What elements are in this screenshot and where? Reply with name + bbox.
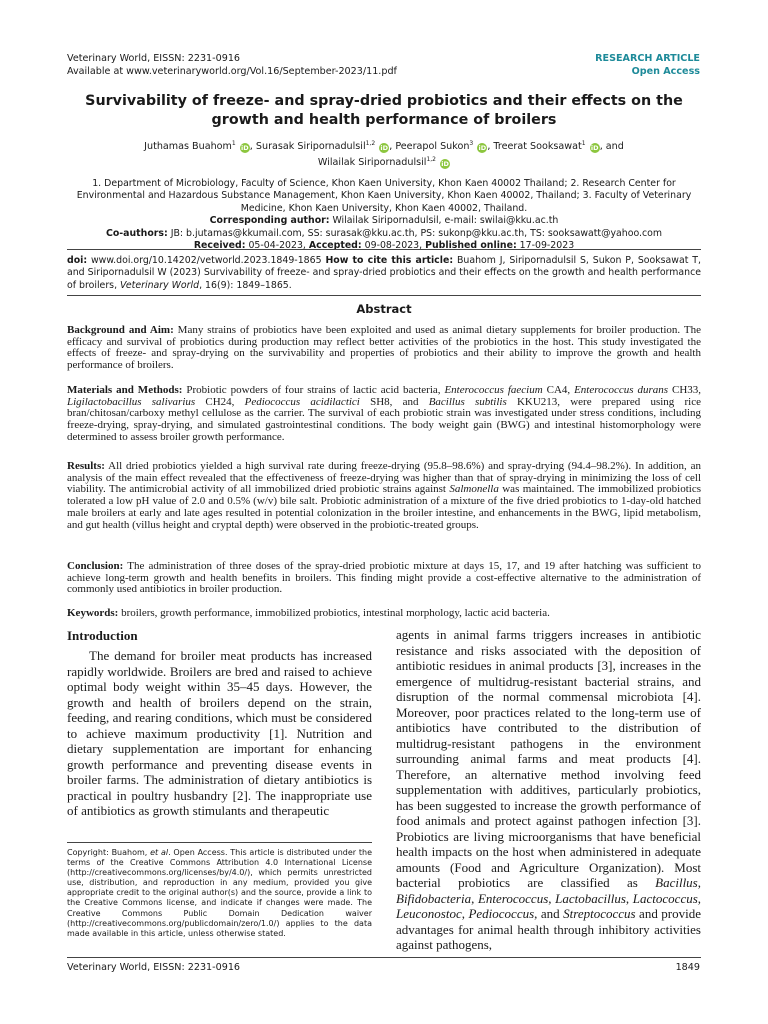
article-type-header	[595, 52, 700, 78]
orcid-icon[interactable]: iD	[590, 144, 599, 152]
affiliations-block	[67, 178, 701, 252]
journal-line: Veterinary World, EISSN: 2231-0916	[67, 53, 241, 64]
corresponding-author: Corresponding author: Wilailak Siripornadulsil, e-mail: swilai@kku.ac.th	[209, 215, 559, 227]
divider	[67, 249, 701, 250]
orcid-icon[interactable]: iD	[240, 144, 249, 152]
keywords: Keywords: broilers, growth performance, immobilized probiotics, intestinal morphology, lactic acid bacteria.	[67, 607, 550, 619]
orcid-icon[interactable]: iD	[441, 160, 449, 168]
co-authors: Co-authors: JB: b.jutamas@kkumail.com, SS: surasak@kku.ac.th, PS: sukonp@kku.ac.th, TS: sooksawatt@yahoo.com	[105, 227, 663, 239]
author-separator: , and	[599, 141, 624, 152]
introduction-heading: Introduction	[67, 628, 138, 643]
author-affiliation-mark: 1	[231, 139, 236, 147]
author-list	[67, 139, 701, 171]
affiliations: 1. Department of Microbiology, Faculty of Science, Khon Kaen University, Khon Kaen 40002 Thailand; 2. Research Center for Environmental and Hazardous Substance Management, Khon Kaen University, Khon Kaen 40002, Thailand; 3. Faculty of Veterinary Medicine, Khon Kaen University, Khon Kaen 40002, Thailand.	[76, 178, 692, 214]
copyright-notice: Copyright: Buahom, et al. Open Access. This article is distributed under the terms of the Creative Commons Attribution 4.0 International License (http://creativecommons.org/licenses/by/4.0/), which permits unrestricted use, distribution, and reproduction in any medium, provided you give appropriate credit to the original author(s) and the source, provide a link to the Creative Commons license, and indicate if changes were made. The Creative Commons Public Domain Dedication waiver (http://creativecommons.org/publicdomain/zero/1.0/) applies to the data made available in this article, unless otherwise stated.	[67, 848, 372, 938]
author-name: Treerat Sooksawat	[493, 141, 582, 152]
article-title: Survivability of freeze- and spray-dried probiotics and their effects on the growth and health performance of broilers	[85, 93, 683, 128]
author-affiliation-mark: 1,2	[426, 155, 436, 163]
abstract-conclusion: Conclusion: The administration of three doses of the spray-dried probiotic mixture at days 15, 17, and 19 after hatching was sufficient to achieve long-term growth and health benefits in broilers. This finding might provide a cost-effective alternative to the administration of commonly used antibiotics in broiler production.	[67, 560, 701, 596]
intro-left-paragraph: The demand for broiler meat products has increased rapidly worldwide. Broilers are bred and raised to achieve optimal body weight within 35–45 days. However, the growth and health of broilers depend on the strain, feeding, and rearing conditions, which must be considered to achieve maximum productivity [1]. Nutrition and dietary supplementation are important for enhancing growth performance and preventing disease events in broiler farms. The administration of dietary antibiotics is practical in poultry husbandry [2]. The inappropriate use of antibiotics as growth stimulants and therapeutic	[67, 648, 372, 818]
intro-right-paragraph: agents in animal farms triggers increases in antibiotic resistance and risks associated with the deposition of antibiotic residues in animal products [3], increases in the emergence of multidrug-resistant bacterial strains, and disruption of the normal commensal microbiota [4]. Moreover, poor practices related to the long-term use of antibiotics have contributed to the distribution of multidrug-resistant pathogens in the environment surrounding animal farms and meat products [4]. Therefore, an alternative method involving feed supplementation with additives, particularly probiotics, has been suggested to increase the growth performance of food animals and protect against pathogen infection [3]. Probiotics are living microorganisms that have beneficial health impacts on the host when administered in adequate amounts (Food and Agriculture Organization). Most bacterial probiotics are classified as Bacillus, Bifidobacteria, Enterococcus, Lactobacillus, Lactococcus, Leuconostoc, Pediococcus, and Streptococcus and provide advantages for animal health through inhibitory activities against pathogens,	[396, 627, 702, 952]
author-name: Peerapol Sukon	[395, 141, 470, 152]
abstract-results: Results: All dried probiotics yielded a high survival rate during freeze-drying (95.8–98.6%) and spray-drying (94.4–98.2%). In addition, an analysis of the main effect revealed that the effectiveness of freeze-drying was higher than that of spray-drying in minimizing the loss of cell viability. The antimicrobial activity of all immobilized dried probiotic strains against Salmonella was maintained. The immobilized probiotics tolerated a low pH value of 2.0 and 0.5% (w/v) bile salt. Probiotic administration of a mixture of the five dried probiotics to 1-day-old hatched male broilers at early and late ages resulted in potential colonization in the broiler intestine, and enhancements in the BWG, lipid metabolism, and gut health (villus height and cryptal depth) were observed in the probiotic-treated groups.	[67, 460, 701, 531]
copyright-divider	[67, 842, 372, 843]
footer-journal: Veterinary World, EISSN: 2231-0916	[67, 962, 241, 973]
divider	[67, 295, 701, 296]
article-type: RESEARCH ARTICLE	[595, 53, 700, 64]
page-number: 1849	[675, 962, 700, 973]
author-affiliation-mark: 1	[581, 139, 586, 147]
author-name: Wilailak Siripornadulsil	[317, 157, 427, 168]
orcid-icon[interactable]: iD	[380, 144, 389, 152]
author-separator: ,	[487, 141, 494, 152]
footer-divider	[67, 957, 701, 958]
available-line[interactable]: Available at www.veterinaryworld.org/Vol.16/September-2023/11.pdf	[67, 66, 397, 77]
doi-citation: doi: www.doi.org/10.14202/vetworld.2023.1849-1865 How to cite this article: Buahom J, Siripornadulsil S, Sukon P, Sooksawat T, and Siripornadulsil W (2023) Survivability of freeze- and spray-dried probiotics and their effects on the growth and health performance of broilers, Veterinary World, 16(9): 1849–1865.	[67, 255, 701, 291]
doi-link[interactable]: www.doi.org/10.14202/vetworld.2023.1849-1865	[87, 255, 326, 266]
author-name: Surasak Siripornadulsil	[255, 141, 366, 152]
author-name: Juthamas Buahom	[144, 141, 232, 152]
article-dates: Received: 05-04-2023, Accepted: 09-08-2023, Published online: 17-09-2023	[193, 240, 575, 252]
abstract-heading: Abstract	[356, 302, 412, 316]
abstract-methods: Materials and Methods: Probiotic powders of four strains of lactic acid bacteria, Enterococcus faecium CA4, Enterococcus durans CH33, Ligilactobacillus salivarius CH24, Pediococcus acidilactici SH8, and Bacillus subtilis KKU213, were prepared using rice bran/chitosan/carboxy methyl cellulose as the carrier. The survival of each probiotic strain was investigated under stress conditions, including freeze-drying, spray-drying, and simulated gastrointestinal conditions. The body weight gain (BWG) and intestinal histomorphology were determined to assess broiler growth performance.	[67, 384, 702, 443]
author-separator: ,	[249, 141, 256, 152]
author-affiliation-mark: 1,2	[365, 139, 376, 147]
abstract-background: Background and Aim: Many strains of probiotics have been exploited and used as animal dietary supplements for broiler production. The efficacy and survival of probiotics during production may reflect better activities of the probiotics in the host. This study investigated the effects of freeze- and spray-drying on the survivability and properties of probiotics and their ability to improve the growth and health performance of broilers.	[67, 324, 702, 372]
orcid-icon[interactable]: iD	[478, 144, 487, 152]
journal-header	[67, 52, 397, 78]
author-separator: ,	[389, 141, 396, 152]
open-access-label: Open Access	[631, 66, 700, 77]
author-affiliation-mark: 3	[469, 139, 474, 147]
